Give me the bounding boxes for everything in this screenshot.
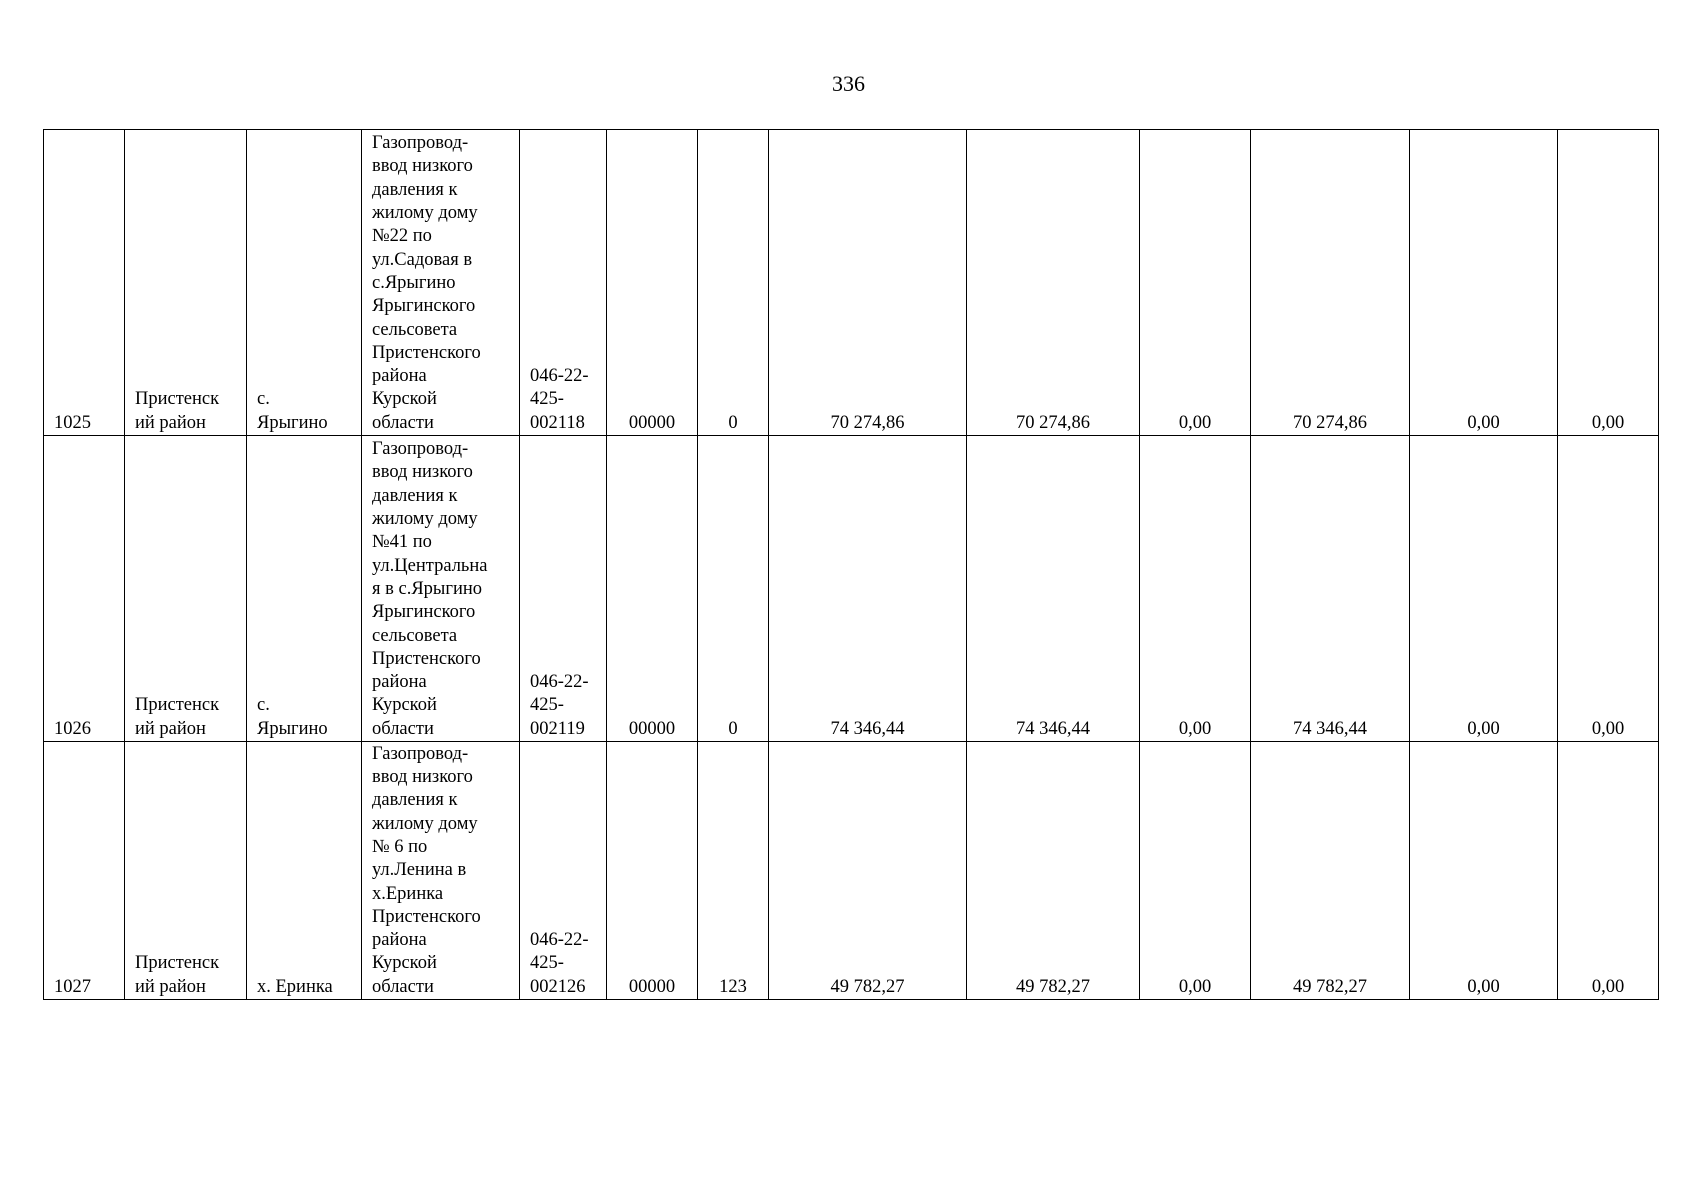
value-cell-1: 70 274,86 [769, 130, 967, 436]
value-cell-2: 70 274,86 [967, 130, 1140, 436]
length-cell: 0 [698, 436, 769, 742]
value-cell-6: 0,00 [1558, 130, 1659, 436]
object-name-cell: Газопровод- ввод низкого давления к жилому дому №22 по ул.Садовая в с.Ярыгино Ярыгинского сельсовета Пристенского района Курской области [362, 130, 520, 436]
district-cell: Пристенск ий район [125, 130, 247, 436]
value-cell-5: 0,00 [1410, 436, 1558, 742]
value-cell-6: 0,00 [1558, 436, 1659, 742]
value-cell-5: 0,00 [1410, 130, 1558, 436]
row-number-cell: 1027 [44, 742, 125, 1000]
length-cell: 123 [698, 742, 769, 1000]
table-row [44, 130, 1659, 436]
value-cell-2: 49 782,27 [967, 742, 1140, 1000]
value-cell-3: 0,00 [1140, 130, 1251, 436]
value-cell-1: 74 346,44 [769, 436, 967, 742]
value-cell-4: 70 274,86 [1251, 130, 1410, 436]
object-name-cell: Газопровод- ввод низкого давления к жилому дому № 6 по ул.Ленина в х.Еринка Пристенского района Курской области [362, 742, 520, 1000]
length-cell: 0 [698, 130, 769, 436]
row-number-cell: 1026 [44, 436, 125, 742]
registry-code-cell: 046-22- 425- 002118 [520, 130, 607, 436]
registry-table [43, 129, 1659, 1000]
value-cell-3: 0,00 [1140, 742, 1251, 1000]
settlement-cell: с. Ярыгино [247, 436, 362, 742]
okato-cell: 00000 [607, 436, 698, 742]
value-cell-6: 0,00 [1558, 742, 1659, 1000]
page-number: 336 [832, 71, 865, 96]
value-cell-4: 49 782,27 [1251, 742, 1410, 1000]
registry-code-cell: 046-22- 425- 002119 [520, 436, 607, 742]
registry-code-cell: 046-22- 425- 002126 [520, 742, 607, 1000]
value-cell-1: 49 782,27 [769, 742, 967, 1000]
okato-cell: 00000 [607, 130, 698, 436]
row-number-cell: 1025 [44, 130, 125, 436]
value-cell-3: 0,00 [1140, 436, 1251, 742]
okato-cell: 00000 [607, 742, 698, 1000]
value-cell-5: 0,00 [1410, 742, 1558, 1000]
settlement-cell: с. Ярыгино [247, 130, 362, 436]
district-cell: Пристенск ий район [125, 742, 247, 1000]
object-name-cell: Газопровод- ввод низкого давления к жилому дому №41 по ул.Центральна я в с.Ярыгино Ярыгинского сельсовета Пристенского района Курской области [362, 436, 520, 742]
district-cell: Пристенск ий район [125, 436, 247, 742]
settlement-cell: х. Еринка [247, 742, 362, 1000]
value-cell-4: 74 346,44 [1251, 436, 1410, 742]
value-cell-2: 74 346,44 [967, 436, 1140, 742]
table-row [44, 436, 1659, 742]
table-row [44, 742, 1659, 1000]
